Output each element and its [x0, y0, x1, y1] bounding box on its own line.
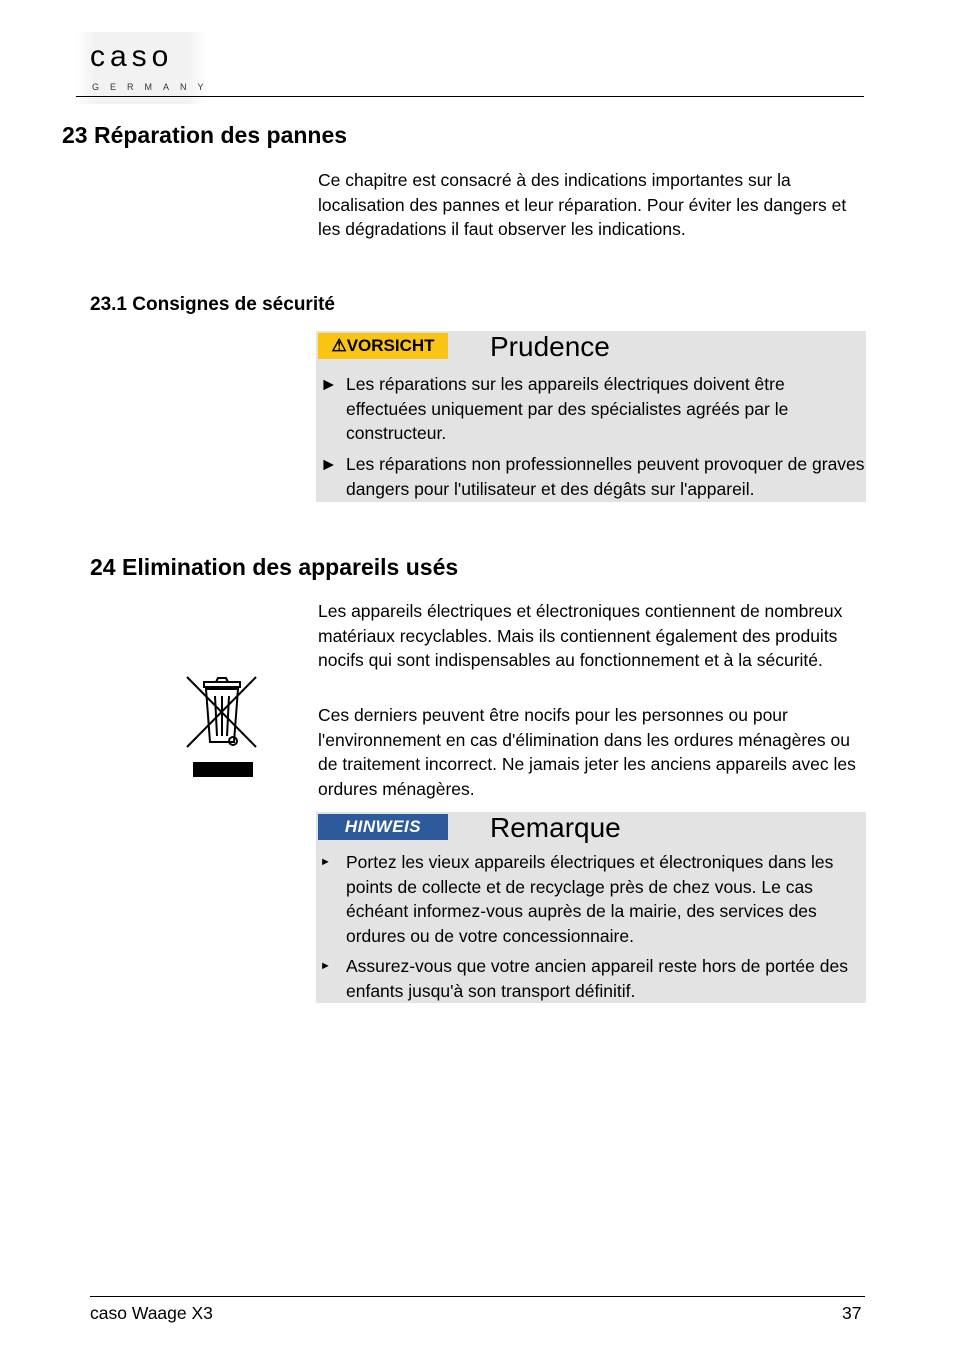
note-badge: HINWEIS [318, 814, 448, 840]
logo-wordmark: caso [90, 40, 174, 73]
section-24-para-2: Ces derniers peuvent être nocifs pour les personnes ou pour l'environnement en cas d'élimination dans les ordures ménagères ou de traitement incorrect. Ne jamais jeter les anciens appareils avec les ordures ménagères. [318, 705, 856, 799]
section-23-intro: Ce chapitre est consacré à des indications importantes sur la localisation des pannes et leur réparation. Pour éviter les dangers et les dégradations il faut observer les indications. [318, 170, 847, 239]
bullet-arrow-icon: ► [320, 374, 338, 394]
note-item-text: Assurez-vous que votre ancien appareil reste hors de portée des enfants jusqu'à son transport définitif. [346, 956, 848, 1001]
caution-title: Prudence [490, 331, 610, 362]
caution-item-text: Les réparations non professionnelles peuvent provoquer de graves dangers pour l'utilisateur et des dégâts sur l'appareil. [346, 454, 865, 499]
footer-product-name: caso Waage X3 [90, 1303, 213, 1323]
logo-tagline: GERMANY [92, 82, 215, 92]
header-divider [76, 96, 864, 97]
bullet-arrow-icon: ► [320, 960, 331, 972]
section-24-heading: 24 Elimination des appareils usés [90, 554, 459, 580]
section-23-heading: 23 Réparation des pannes [62, 122, 348, 148]
caution-badge: ⚠VORSICHT [318, 333, 448, 359]
bullet-arrow-icon: ► [320, 856, 331, 868]
crossed-out-wheelie-bin-icon [184, 674, 260, 780]
note-box [316, 812, 866, 1003]
note-title: Remarque [490, 812, 621, 843]
section-24-para-1: Les appareils électriques et électroniques contiennent de nombreux matériaux recyclables. Mais ils contiennent également des produits nocifs qui sont indispensables au fonctionnement et à la sécurité. [318, 601, 843, 670]
page-number: 37 [842, 1303, 862, 1323]
caution-box [316, 331, 866, 502]
caution-item-text: Les réparations sur les appareils électriques doivent être effectuées uniquement par des spécialistes agréés par le constructeur. [346, 374, 789, 443]
section-23-1-heading: 23.1 Consignes de sécurité [90, 294, 335, 315]
note-item-text: Portez les vieux appareils électriques et électroniques dans les points de collecte et de recyclage près de chez vous. Le cas échéant informez-vous auprès de la mairie, des services des ordures ou de votre concessionnaire. [346, 852, 834, 946]
bullet-arrow-icon: ► [320, 454, 338, 474]
footer-divider [90, 1296, 865, 1297]
